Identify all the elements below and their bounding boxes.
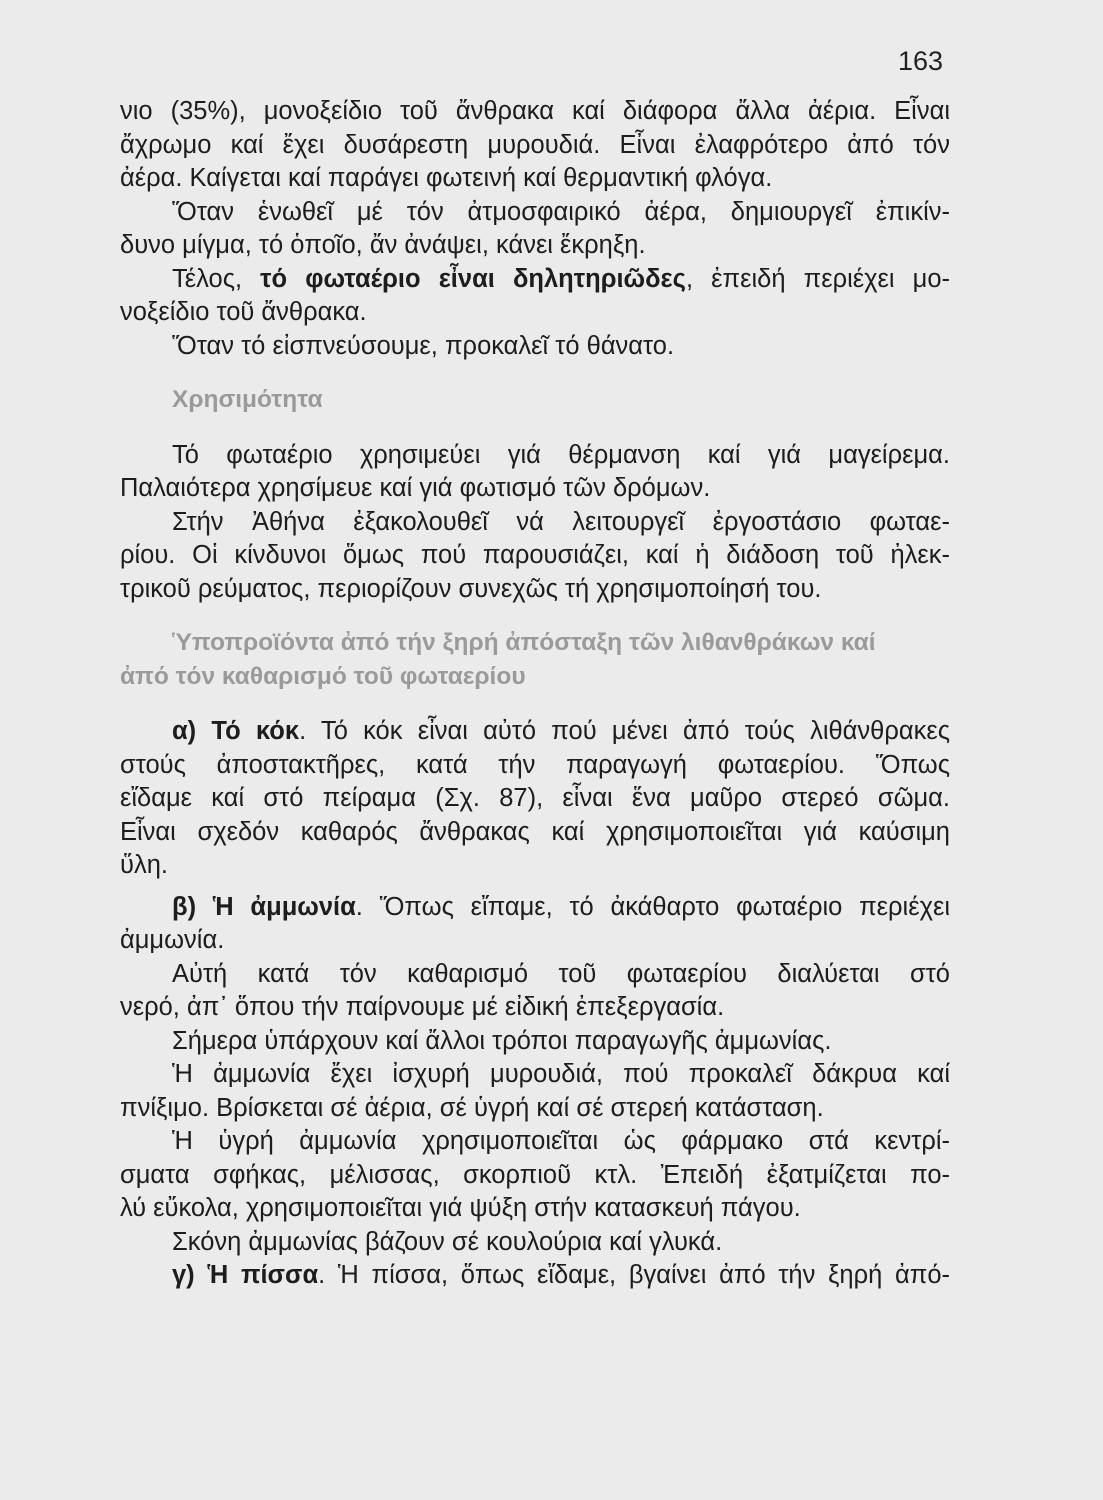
text-line: γ) Ἡ πίσσα. Ἡ πίσσα, ὅπως εἴδαμε, βγαίνει ἀπό τήν ξηρή ἀπό- bbox=[172, 1261, 950, 1289]
text-line: πνίξιμο. Βρίσκεται σέ ἀέρια, σέ ὑγρή καί σέ στερεή κατάσταση. bbox=[120, 1093, 824, 1122]
text-line: ρίου. Οἱ κίνδυνοι ὅμως πού παρουσιάζει, καί ἡ διάδοση τοῦ ἠλεκ- bbox=[120, 541, 950, 569]
text-line: Στήν Ἀθήνα ἐξακολουθεῖ νά λειτουργεῖ ἐργοστάσιο φωταε- bbox=[172, 507, 950, 536]
text-line: τρικοῦ ρεύματος, περιορίζουν συνεχῶς τή χρησιμοποίησή του. bbox=[120, 574, 822, 603]
bold-phrase: τό φωταέριο εἶναι δηλητηριῶδες bbox=[260, 264, 686, 293]
text-line: Τέλος, τό φωταέριο εἶναι δηλητηριῶδες, ἐπειδή περιέχει μο- bbox=[172, 264, 950, 293]
text-line: στούς ἀποστακτῆρες, κατά τήν παραγωγή φωταερίου. Ὅπως bbox=[120, 750, 950, 779]
text-line: Αὐτή κατά τόν καθαρισμό τοῦ φωταερίου διαλύεται στό bbox=[172, 959, 950, 988]
text-line: Ὅταν τό εἰσπνεύσουμε, προκαλεῖ τό θάνατο. bbox=[172, 331, 675, 360]
text-line: Παλαιότερα χρησίμευε καί γιά φωτισμό τῶν δρόμων. bbox=[120, 474, 711, 502]
item-label-coke: α) Τό κόκ bbox=[172, 717, 300, 745]
text-line: Ἡ ὑγρή ἀμμωνία χρησιμοποιεῖται ὡς φάρμακο στά κεντρί- bbox=[172, 1127, 950, 1155]
section-heading-byproducts-cont: ἀπό τόν καθαρισμό τοῦ φωταερίου bbox=[120, 662, 526, 690]
text-line: Σήμερα ὑπάρχουν καί ἄλλοι τρόποι παραγωγῆς ἀμμωνίας. bbox=[172, 1026, 832, 1055]
body-text bbox=[120, 95, 950, 1293]
text-line: ἀέρα. Καίγεται καί παράγει φωτεινή καί θερμαντική φλόγα. bbox=[120, 164, 773, 192]
text-line: β) Ἡ ἀμμωνία. Ὅπως εἴπαμε, τό ἀκάθαρτο φωταέριο περιέχει bbox=[172, 892, 950, 921]
item-label-tar: γ) Ἡ πίσσα bbox=[172, 1261, 319, 1289]
text-line: σματα σφήκας, μέλισσας, σκορπιοῦ κτλ. Ἐπειδή ἐξατμίζεται πο- bbox=[120, 1160, 950, 1189]
text-line: εἴδαμε καί στό πείραμα (Σχ. 87), εἶναι ἕνα μαῦρο στερεό σῶμα. bbox=[120, 784, 950, 812]
item-label-ammonia: β) Ἡ ἀμμωνία bbox=[172, 892, 356, 921]
text-line: Ἡ ἀμμωνία ἔχει ἰσχυρή μυρουδιά, πού προκαλεῖ δάκρυα καί bbox=[172, 1060, 950, 1088]
text-line: δυνο μίγμα, τό ὁποῖο, ἄν ἀνάψει, κάνει ἔκρηξη. bbox=[120, 231, 646, 259]
section-heading-usefulness: Χρησιμότητα bbox=[172, 386, 323, 413]
text-line: ὕλη. bbox=[120, 851, 168, 879]
text-line: νιο (35%), μονοξείδιο τοῦ ἄνθρακα καί διάφορα ἄλλα ἀέρια. Εἶναι bbox=[120, 97, 950, 125]
text-line: Εἶναι σχεδόν καθαρός ἄνθρακας καί χρησιμοποιεῖται γιά καύσιμη bbox=[120, 817, 950, 846]
text-line: λύ εὔκολα, χρησιμοποιεῖται γιά ψύξη στήν κατασκευή πάγου. bbox=[120, 1194, 801, 1222]
page-number: 163 bbox=[898, 46, 944, 76]
text-line: νοξείδιο τοῦ ἄνθρακα. bbox=[120, 298, 367, 326]
text-line: Τό φωταέριο χρησιμεύει γιά θέρμανση καί γιά μαγείρεμα. bbox=[172, 440, 950, 469]
text-line: α) Τό κόκ. Τό κόκ εἶναι αὐτό πού μένει ἀπό τούς λιθάνθρακες bbox=[172, 717, 951, 745]
text-line: ἄχρωμο καί ἔχει δυσάρεστη μυρουδιά. Εἶναι ἐλαφρότερο ἀπό τόν bbox=[120, 130, 950, 159]
text-line: Ὅταν ἑνωθεῖ μέ τόν ἀτμοσφαιρικό ἀέρα, δημιουργεῖ ἐπικίν- bbox=[172, 197, 950, 226]
text-line: ἀμμωνία. bbox=[120, 926, 225, 954]
text-line: Σκόνη ἀμμωνίας βάζουν σέ κουλούρια καί γλυκά. bbox=[172, 1227, 723, 1256]
text-line: νερό, ἀπ᾽ ὅπου τήν παίρνουμε μέ εἰδική ἐπεξεργασία. bbox=[120, 993, 725, 1021]
section-heading-byproducts: Ὑποπροϊόντα ἀπό τήν ξηρή ἀπόσταξη τῶν λιθανθράκων καί bbox=[172, 629, 876, 656]
